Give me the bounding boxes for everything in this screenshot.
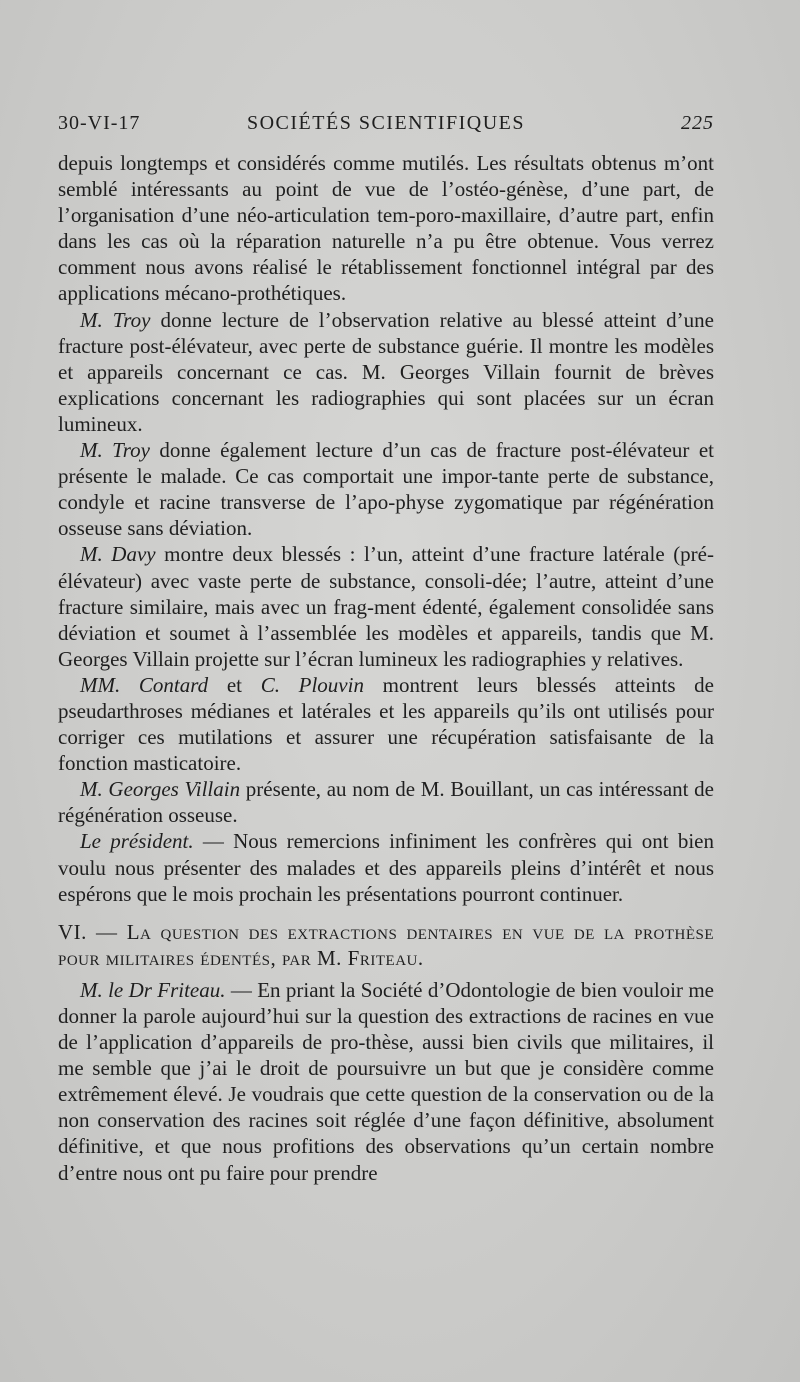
paragraph-text: montre deux blessés : l’un, atteint d’une fracture latérale (pré-élévateur) avec vaste perte de substance, consoli-dée; l’autre, atteint d’une fracture similaire, mais avec un frag-ment édenté, également consolidée sans déviation et soumet à l’assemblée les modèles et appareils, tandis que M. Georges Villain projette sur l’écran lumineux les radiographies y relatives. — [58, 542, 714, 671]
section-heading-text: VI. — La question des extractions dentaires en vue de la prothèse pour militaires édentés, par M. Friteau. — [58, 919, 714, 970]
speaker-name: M. Troy — [80, 307, 151, 332]
paragraph-text: donne lecture de l’observation relative au blessé atteint d’une fracture post-élévateur, avec perte de substance guérie. Il montre les modèles et appareils concernant ce cas. M. Georges Villain fournit de brèves explications concernant les radiographies qui sont placées sur un écran lumineux. — [58, 307, 714, 436]
paragraph-text: — Nous remercions infiniment les confrères qui ont bien voulu nous présenter des malades et des appareils pleins d’intérêt et nous espérons que le mois prochain les présentations pourront continuer. — [58, 829, 715, 906]
speaker-name: M. Davy — [80, 542, 156, 567]
header-date: 30-VI-17 — [58, 112, 141, 134]
paragraph — [58, 672, 714, 776]
paragraph-text: présente, au nom de M. Bouillant, un cas intéressant de régénération osseuse. — [58, 777, 714, 828]
speaker-name: Le président. — [80, 829, 194, 854]
paragraph — [58, 307, 714, 437]
paragraph-text: montrent leurs blessés atteints de pseudarthroses médianes et latérales et les appareils qu’ils ont utilisés pour corriger ces mutilations et assurer une récupération satisfaisante de la fonction masticatoire. — [58, 672, 715, 776]
speaker-name: M. le Dr Friteau. — [80, 977, 226, 1002]
paragraph — [58, 776, 714, 828]
paragraph — [58, 150, 714, 307]
paragraph-text: depuis longtemps et considérés comme mutilés. Les résultats obtenus m’ont semblé intéressants au point de vue de l’ostéo-génèse, d’une part, de l’organisation d’une néo-articulation tem-poro-maxillaire, d’autre part, enfin dans les cas où la réparation naturelle n’a pu être obtenue. Vous verrez comment nous avons réalisé le rétablissement fonctionnel intégral par des applications mécano-prothétiques. — [58, 151, 714, 306]
running-head — [58, 112, 714, 142]
speaker-name-2: C. Plouvin — [260, 672, 364, 697]
body-text — [58, 150, 714, 1186]
paragraph — [58, 437, 714, 541]
speaker-name: M. Troy — [80, 438, 150, 463]
speaker-name: M. Georges Villain — [80, 777, 241, 802]
page-number: 225 — [681, 112, 714, 134]
paragraph — [58, 541, 714, 671]
paragraph — [58, 977, 714, 1186]
speaker-joiner: et — [208, 672, 261, 697]
speaker-name: MM. Contard — [80, 672, 209, 697]
paragraph-text: donne également lecture d’un cas de fracture post-élévateur et présente le malade. Ce cas comportait une impor-tante perte de substance, condyle et racine transverse de l’apo-physe zygomatique par régénération osseuse sans déviation. — [58, 438, 714, 541]
header-title: SOCIÉTÉS SCIENTIFIQUES — [246, 112, 525, 134]
paragraph — [58, 828, 714, 906]
section-heading — [58, 919, 714, 971]
paragraph-text: — En priant la Société d’Odontologie de bien vouloir me donner la parole aujourd’hui sur la question des extractions de racines en vue de l’application d’appareils de pro-thèse, aussi bien civils que militaires, il me semble que j’ai le droit de poursuivre un but que je considère comme extrêmement élevé. Je voudrais que cette question de la conservation ou de la non conservation des racines soit réglée d’une façon définitive, absolument définitive, et que nous profitions des observations qu’un certain nombre d’entre nous ont pu faire pour prendre — [58, 977, 714, 1185]
